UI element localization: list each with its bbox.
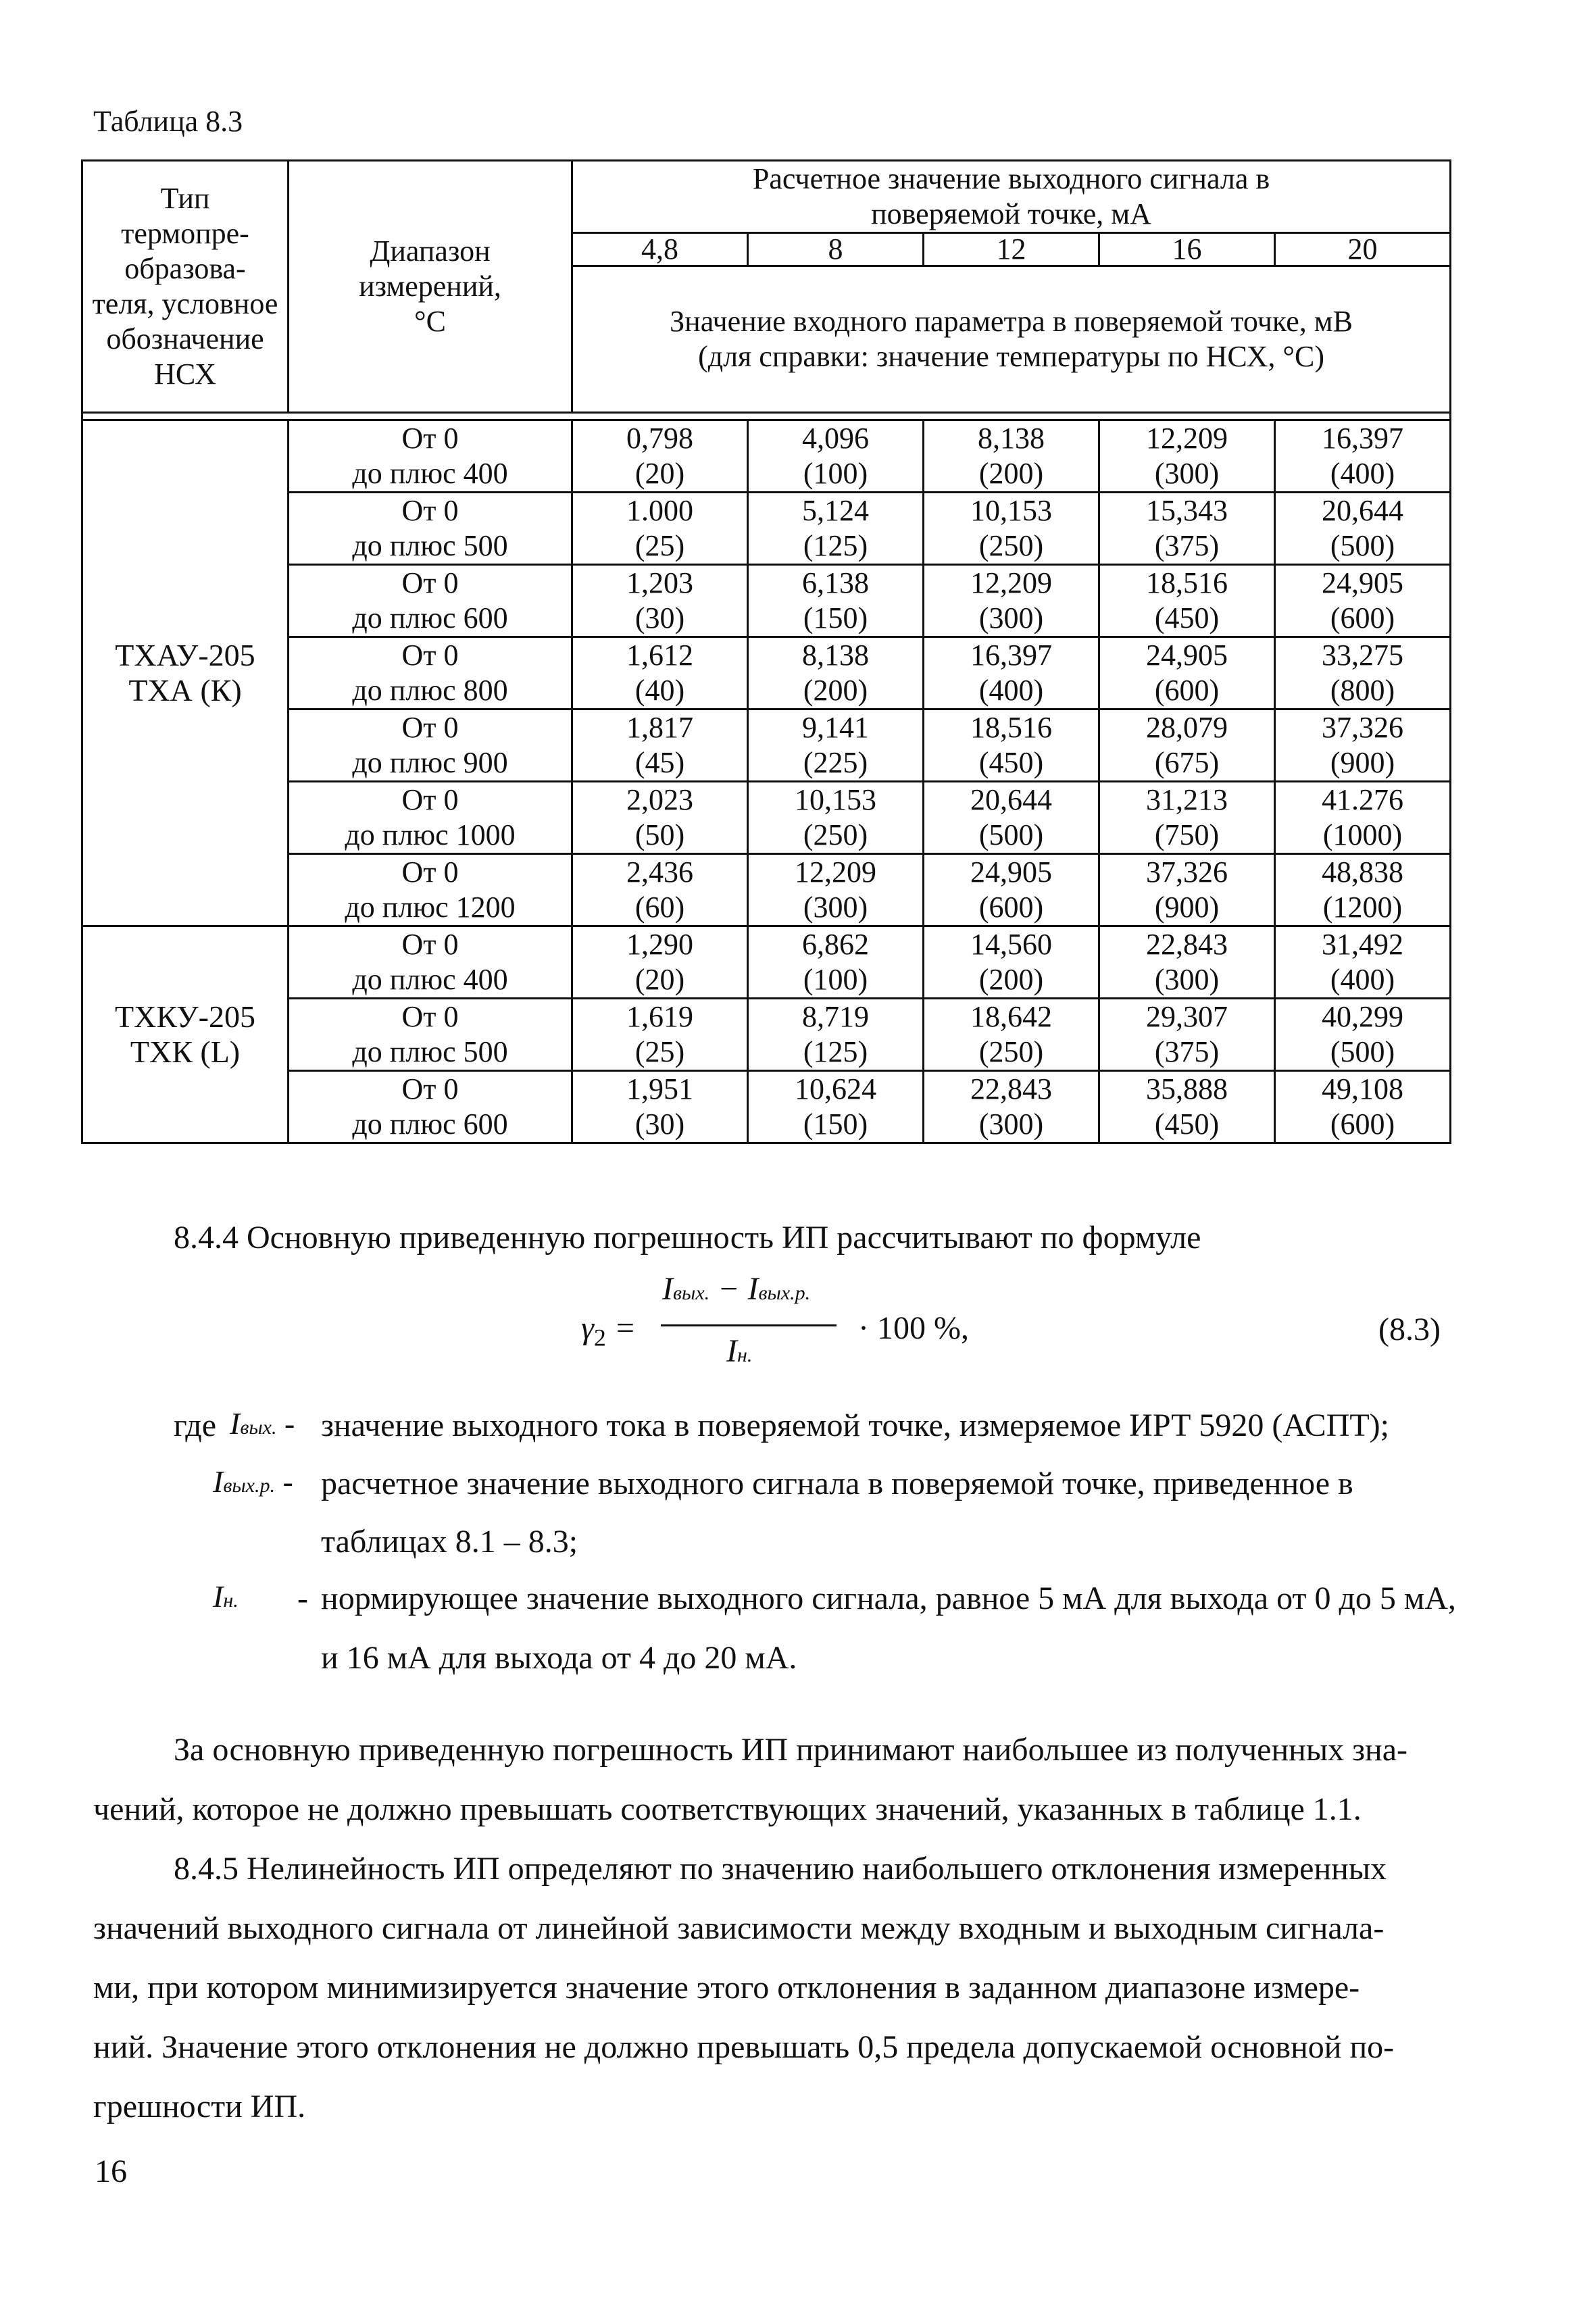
value-cell xyxy=(924,926,1099,999)
range-cell xyxy=(289,854,572,926)
value-temperature: (50) xyxy=(634,818,685,851)
formula-minus: − xyxy=(709,1271,748,1307)
value-mv: 31,492 xyxy=(1322,928,1404,961)
value-mv: 20,644 xyxy=(970,783,1052,816)
value-cell xyxy=(748,420,924,493)
range-cell xyxy=(289,565,572,637)
value-cell xyxy=(924,782,1099,854)
def-text-ioutr-1: расчетное значение выходного сигнала в поверяемой точке, приведенное в xyxy=(321,1466,1353,1501)
value-mv: 14,560 xyxy=(970,928,1052,961)
page-number: 16 xyxy=(95,2154,127,2189)
value-temperature: (500) xyxy=(1330,1035,1395,1068)
value-temperature: (300) xyxy=(1154,963,1220,996)
value-cell xyxy=(748,493,924,565)
value-cell xyxy=(748,854,924,926)
value-mv: 9,141 xyxy=(802,711,869,744)
range-cell xyxy=(289,999,572,1071)
header-signal-point: 16 xyxy=(1099,233,1275,266)
def-text-ioutr-2: таблицах 8.1 – 8.3; xyxy=(321,1524,578,1560)
value-temperature: (1200) xyxy=(1322,891,1403,924)
range-line: От 0 xyxy=(401,422,459,455)
value-cell xyxy=(1275,926,1451,999)
value-mv: 24,905 xyxy=(1146,639,1228,672)
value-cell xyxy=(924,854,1099,926)
header-type-line: НСХ xyxy=(154,357,216,391)
value-mv: 10,624 xyxy=(795,1072,876,1105)
range-line: От 0 xyxy=(401,566,459,599)
value-cell xyxy=(572,782,748,854)
value-temperature: (450) xyxy=(1154,601,1220,634)
table-row xyxy=(82,926,1451,999)
range-cell xyxy=(289,420,572,493)
value-cell xyxy=(1275,565,1451,637)
header-separator xyxy=(82,413,1451,420)
value-temperature: (600) xyxy=(1154,674,1220,707)
value-cell xyxy=(748,1071,924,1143)
header-signal-line: поверяемой точке, мА xyxy=(871,197,1151,230)
value-temperature: (450) xyxy=(1154,1107,1220,1141)
header-type-line: Тип xyxy=(160,182,210,215)
value-cell xyxy=(924,710,1099,782)
value-temperature: (40) xyxy=(634,674,685,707)
header-range-line: Диапазон xyxy=(370,234,491,268)
def-sym-sub: вых. xyxy=(240,1416,277,1439)
value-mv: 28,079 xyxy=(1146,711,1228,744)
def-symbol-in xyxy=(213,1578,239,1614)
value-cell xyxy=(572,420,748,493)
value-cell xyxy=(1099,420,1275,493)
range-line: до плюс 400 xyxy=(352,457,508,490)
value-cell xyxy=(572,854,748,926)
value-cell xyxy=(572,1071,748,1143)
formula-fraction-line xyxy=(661,1324,837,1326)
range-line: до плюс 900 xyxy=(352,746,508,779)
conclusion-line-2: чений, которое не должно превышать соответствующих значений, указанных в таблице 1.1. xyxy=(93,1791,1362,1827)
section-845-line-2: значений выходного сигнала от линейной зависимости между входным и выходным сигнала- xyxy=(93,1910,1385,1946)
value-temperature: (200) xyxy=(978,963,1044,996)
section-844-intro: 8.4.4 Основную приведенную погрешность ИП рассчитывают по формуле xyxy=(174,1220,1201,1255)
value-cell xyxy=(1275,493,1451,565)
def-text-in-1: нормирующее значение выходного сигнала, равное 5 мА для выхода от 0 до 5 мА, xyxy=(321,1580,1456,1616)
value-cell xyxy=(1099,637,1275,710)
value-temperature: (400) xyxy=(1330,963,1395,996)
value-cell xyxy=(1275,782,1451,854)
header-range-line: измерений, xyxy=(359,270,501,303)
def-sym-sub: вых.р. xyxy=(223,1474,275,1497)
value-mv: 24,905 xyxy=(1322,566,1404,599)
def-sym-letter: I xyxy=(230,1406,241,1441)
range-line: От 0 xyxy=(401,711,459,744)
section-845-line-5: грешности ИП. xyxy=(93,2089,306,2124)
value-mv: 1.000 xyxy=(626,494,693,527)
value-cell xyxy=(748,637,924,710)
formula-num-b: I xyxy=(747,1271,759,1307)
table-row xyxy=(82,420,1451,493)
value-temperature: (300) xyxy=(978,601,1044,634)
value-cell xyxy=(572,565,748,637)
range-cell xyxy=(289,637,572,710)
def-symbol-ioutr xyxy=(213,1464,293,1499)
value-temperature: (500) xyxy=(978,818,1044,851)
value-temperature: (25) xyxy=(634,529,685,562)
def-dash: - xyxy=(282,1464,293,1499)
value-mv: 1,817 xyxy=(626,711,693,744)
def-sym-letter: I xyxy=(213,1579,224,1614)
formula-num-b-sub: вых.р. xyxy=(758,1282,811,1304)
header-signal-point: 4,8 xyxy=(572,233,748,266)
value-temperature: (600) xyxy=(1330,1107,1395,1141)
value-temperature: (300) xyxy=(803,891,868,924)
formula-gamma-sub: 2 xyxy=(593,1324,606,1351)
header-type-line: термопре- xyxy=(121,217,249,250)
formula-denominator xyxy=(726,1333,752,1370)
value-mv: 37,326 xyxy=(1322,711,1404,744)
value-mv: 6,138 xyxy=(802,566,869,599)
header-input-title xyxy=(572,266,1451,413)
value-temperature: (900) xyxy=(1330,746,1395,779)
value-mv: 1,290 xyxy=(626,928,693,961)
value-cell xyxy=(748,926,924,999)
range-cell xyxy=(289,782,572,854)
range-line: до плюс 600 xyxy=(352,1107,508,1141)
value-mv: 12,209 xyxy=(795,855,876,889)
value-mv: 41.276 xyxy=(1322,783,1404,816)
value-temperature: (45) xyxy=(634,746,685,779)
value-cell xyxy=(924,565,1099,637)
range-line: От 0 xyxy=(401,639,459,672)
value-cell xyxy=(572,999,748,1071)
value-mv: 0,798 xyxy=(626,422,693,455)
group-type-line: ТХА (К) xyxy=(128,673,242,707)
value-mv: 8,138 xyxy=(978,422,1045,455)
formula-den: I xyxy=(726,1333,737,1369)
value-cell xyxy=(1099,926,1275,999)
value-mv: 10,153 xyxy=(795,783,876,816)
formula-multiplier: · 100 %, xyxy=(858,1310,969,1346)
value-mv: 6,862 xyxy=(802,928,869,961)
value-mv: 40,299 xyxy=(1322,1000,1404,1033)
range-line: От 0 xyxy=(401,494,459,527)
group-type-cell xyxy=(82,926,289,1143)
calibration-table xyxy=(81,159,1451,1144)
value-temperature: (675) xyxy=(1154,746,1220,779)
value-mv: 33,275 xyxy=(1322,639,1404,672)
range-line: до плюс 500 xyxy=(352,529,508,562)
value-cell xyxy=(1099,854,1275,926)
value-cell xyxy=(924,493,1099,565)
section-845-line-4: ний. Значение этого отклонения не должно превышать 0,5 предела допускаемой основной по- xyxy=(93,2029,1395,2065)
value-cell xyxy=(1275,999,1451,1071)
value-temperature: (100) xyxy=(803,963,868,996)
formula-numerator xyxy=(662,1270,810,1308)
value-cell xyxy=(1275,1071,1451,1143)
value-cell xyxy=(924,1071,1099,1143)
value-temperature: (300) xyxy=(978,1107,1044,1141)
value-cell xyxy=(748,710,924,782)
def-text-in-2: и 16 мА для выхода от 4 до 20 мА. xyxy=(321,1640,797,1676)
range-line: до плюс 1000 xyxy=(345,818,516,851)
formula-8-3 xyxy=(581,1270,1054,1385)
value-temperature: (20) xyxy=(634,963,685,996)
value-cell xyxy=(748,565,924,637)
value-temperature: (100) xyxy=(803,457,868,490)
value-temperature: (450) xyxy=(978,746,1044,779)
value-temperature: (225) xyxy=(803,746,868,779)
value-mv: 48,838 xyxy=(1322,855,1404,889)
equation-number: (8.3) xyxy=(1378,1312,1441,1347)
value-mv: 2,023 xyxy=(626,783,693,816)
value-temperature: (600) xyxy=(1330,601,1395,634)
value-cell xyxy=(1099,493,1275,565)
value-temperature: (1000) xyxy=(1322,818,1403,851)
value-temperature: (250) xyxy=(803,818,868,851)
value-temperature: (30) xyxy=(634,601,685,634)
conclusion-line-1: За основную приведенную погрешность ИП принимают наибольшее из полученных зна- xyxy=(174,1732,1408,1768)
value-mv: 8,719 xyxy=(802,1000,869,1033)
value-mv: 1,612 xyxy=(626,639,693,672)
value-mv: 1,203 xyxy=(626,566,693,599)
value-mv: 15,343 xyxy=(1146,494,1228,527)
value-mv: 35,888 xyxy=(1146,1072,1228,1105)
header-type-line: образова- xyxy=(124,252,246,285)
header-signal-point: 8 xyxy=(748,233,924,266)
formula-num-a: I xyxy=(662,1271,673,1307)
value-mv: 37,326 xyxy=(1146,855,1228,889)
value-cell xyxy=(924,999,1099,1071)
header-signal-line: Расчетное значение выходного сигнала в xyxy=(752,162,1270,195)
value-temperature: (300) xyxy=(1154,457,1220,490)
header-range-line: °C xyxy=(414,305,446,338)
value-cell xyxy=(572,710,748,782)
value-temperature: (400) xyxy=(1330,457,1395,490)
value-temperature: (400) xyxy=(978,674,1044,707)
value-mv: 1,619 xyxy=(626,1000,693,1033)
where-word: где xyxy=(174,1408,217,1443)
value-mv: 10,153 xyxy=(970,494,1052,527)
value-mv: 22,843 xyxy=(970,1072,1052,1105)
value-cell xyxy=(1099,999,1275,1071)
value-temperature: (250) xyxy=(978,529,1044,562)
value-temperature: (250) xyxy=(978,1035,1044,1068)
header-type-cell xyxy=(82,161,289,413)
header-type-line: теля, условное xyxy=(92,287,278,320)
range-cell xyxy=(289,1071,572,1143)
value-mv: 16,397 xyxy=(1322,422,1404,455)
formula-gamma: γ xyxy=(581,1310,594,1346)
range-line: От 0 xyxy=(401,783,459,816)
value-cell xyxy=(1275,854,1451,926)
value-temperature: (200) xyxy=(978,457,1044,490)
value-cell xyxy=(924,420,1099,493)
value-mv: 1,951 xyxy=(626,1072,693,1105)
value-cell xyxy=(1275,420,1451,493)
value-mv: 20,644 xyxy=(1322,494,1404,527)
value-temperature: (20) xyxy=(634,457,685,490)
value-cell xyxy=(572,493,748,565)
value-mv: 12,209 xyxy=(970,566,1052,599)
def-dash-in: - xyxy=(297,1580,308,1616)
value-cell xyxy=(1099,565,1275,637)
range-line: до плюс 400 xyxy=(352,963,508,996)
header-signal-point: 20 xyxy=(1275,233,1451,266)
range-cell xyxy=(289,710,572,782)
value-temperature: (25) xyxy=(634,1035,685,1068)
value-temperature: (200) xyxy=(803,674,868,707)
section-845-line-1: 8.4.5 Нелинейность ИП определяют по значению наибольшего отклонения измеренных xyxy=(174,1851,1387,1887)
value-temperature: (375) xyxy=(1154,529,1220,562)
formula-den-sub: н. xyxy=(737,1344,753,1366)
value-temperature: (750) xyxy=(1154,818,1220,851)
group-type-cell xyxy=(82,420,289,926)
range-line: до плюс 1200 xyxy=(345,891,516,924)
value-temperature: (800) xyxy=(1330,674,1395,707)
value-temperature: (600) xyxy=(978,891,1044,924)
def-dash: - xyxy=(284,1406,295,1441)
value-cell xyxy=(924,637,1099,710)
value-mv: 18,516 xyxy=(970,711,1052,744)
value-temperature: (900) xyxy=(1154,891,1220,924)
value-temperature: (60) xyxy=(634,891,685,924)
value-mv: 8,138 xyxy=(802,639,869,672)
range-line: до плюс 800 xyxy=(352,674,508,707)
value-mv: 5,124 xyxy=(802,494,869,527)
value-temperature: (125) xyxy=(803,1035,868,1068)
range-line: От 0 xyxy=(401,1072,459,1105)
value-cell xyxy=(572,926,748,999)
value-cell xyxy=(1099,782,1275,854)
value-cell xyxy=(1099,710,1275,782)
value-temperature: (125) xyxy=(803,529,868,562)
range-cell xyxy=(289,493,572,565)
def-sym-letter: I xyxy=(213,1464,224,1499)
range-line: От 0 xyxy=(401,855,459,889)
value-mv: 24,905 xyxy=(970,855,1052,889)
header-signal-title xyxy=(572,161,1451,233)
header-signal-point: 12 xyxy=(924,233,1099,266)
formula-lhs: $\gamma_2$ = xyxy=(581,1310,637,1351)
header-range-cell xyxy=(289,161,572,413)
value-mv: 49,108 xyxy=(1322,1072,1404,1105)
def-text-iout: значение выходного тока в поверяемой точке, измеряемое ИРТ 5920 (АСПТ); xyxy=(321,1408,1389,1443)
range-cell xyxy=(289,926,572,999)
table-caption: Таблица 8.3 xyxy=(93,105,243,138)
value-temperature: (30) xyxy=(634,1107,685,1141)
range-line: От 0 xyxy=(401,1000,459,1033)
value-cell xyxy=(1099,1071,1275,1143)
formula-num-a-sub: вых. xyxy=(672,1282,710,1304)
value-mv: 18,642 xyxy=(970,1000,1052,1033)
section-845-line-3: ми, при котором минимизируется значение этого отклонения в заданном диапазоне измере- xyxy=(93,1970,1360,2006)
value-cell xyxy=(1275,710,1451,782)
value-mv: 29,307 xyxy=(1146,1000,1228,1033)
value-mv: 31,213 xyxy=(1146,783,1228,816)
header-input-line: Значение входного параметра в поверяемой точке, мВ xyxy=(670,305,1353,338)
def-symbol-iout xyxy=(230,1405,295,1441)
value-temperature: (375) xyxy=(1154,1035,1220,1068)
value-temperature: (500) xyxy=(1330,529,1395,562)
value-cell xyxy=(572,637,748,710)
range-line: до плюс 600 xyxy=(352,601,508,634)
value-mv: 18,516 xyxy=(1146,566,1228,599)
value-mv: 12,209 xyxy=(1146,422,1228,455)
group-type-line: ТХАУ-205 xyxy=(115,638,255,672)
value-cell xyxy=(748,782,924,854)
def-sym-sub: н. xyxy=(223,1589,239,1612)
value-mv: 16,397 xyxy=(970,639,1052,672)
value-mv: 22,843 xyxy=(1146,928,1228,961)
value-mv: 2,436 xyxy=(626,855,693,889)
value-mv: 4,096 xyxy=(802,422,869,455)
value-cell xyxy=(748,999,924,1071)
value-cell xyxy=(1275,637,1451,710)
header-type-line: обозначение xyxy=(106,322,264,355)
group-type-line: ТХК (L) xyxy=(130,1035,241,1069)
range-line: до плюс 500 xyxy=(352,1035,508,1068)
group-type-line: ТХКУ-205 xyxy=(115,999,255,1034)
range-line: От 0 xyxy=(401,928,459,961)
value-temperature: (150) xyxy=(803,1107,868,1141)
header-input-line: (для справки: значение температуры по НСХ, °C) xyxy=(698,340,1324,373)
value-temperature: (150) xyxy=(803,601,868,634)
